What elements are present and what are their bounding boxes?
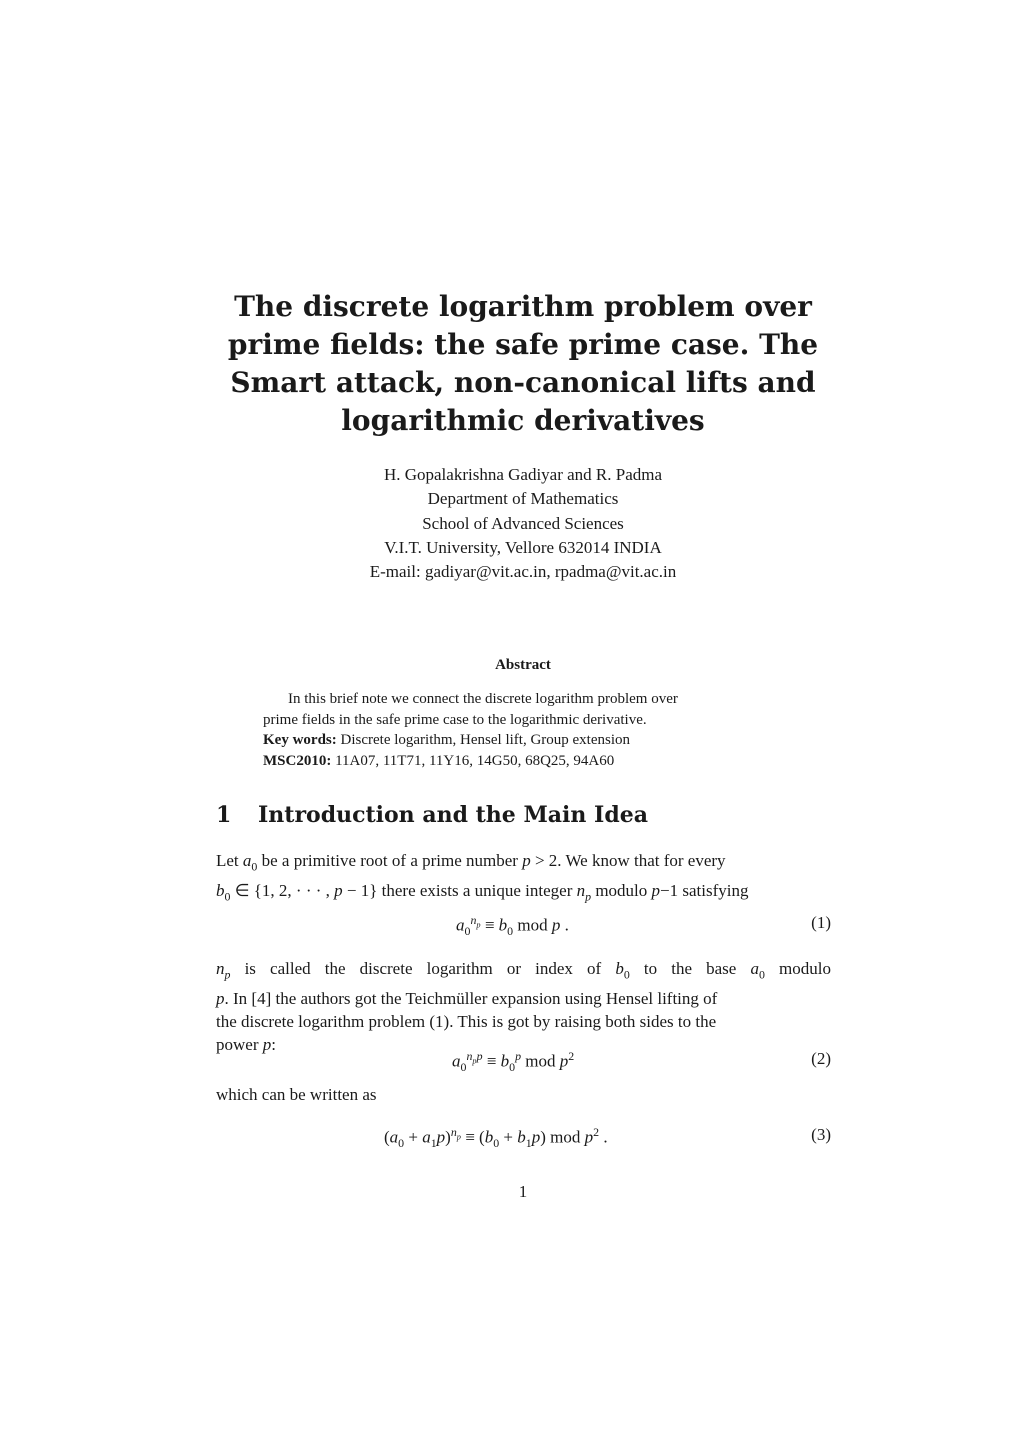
title-line: The discrete logarithm problem over bbox=[234, 290, 812, 323]
equation-1 bbox=[216, 913, 831, 939]
equation-expression: $(a_0 + a_1p)^{n_p} \equiv (b_0 + b_1p)$ mod $p^2$ . bbox=[384, 1125, 608, 1151]
title-line: prime fields: the safe prime case. The bbox=[227, 328, 819, 361]
abstract-line: prime fields in the safe prime case to the logarithmic derivative. bbox=[263, 711, 647, 728]
keywords: Discrete logarithm, Hensel lift, Group extension bbox=[340, 732, 631, 748]
paragraph-line: which can be written as bbox=[216, 1085, 377, 1104]
msc-label: MSC2010: bbox=[263, 752, 332, 769]
school: School of Advanced Sciences bbox=[422, 513, 624, 533]
abstract-body bbox=[263, 689, 791, 771]
department: Department of Mathematics bbox=[427, 489, 619, 509]
section-title: Introduction and the Main Idea bbox=[258, 802, 648, 828]
msc-codes: 11A07, 11T71, 11Y16, 14G50, 68Q25, 94A60 bbox=[335, 752, 615, 769]
keywords-line bbox=[263, 730, 791, 751]
author-block bbox=[200, 463, 846, 584]
paper-title bbox=[200, 288, 846, 440]
section-heading bbox=[216, 802, 836, 828]
university: V.I.T. University, Vellore 632014 INDIA bbox=[384, 537, 662, 557]
paragraph-3 bbox=[216, 1083, 831, 1106]
equation-expression: $a_0^{n_p} \equiv b_0$ mod p . bbox=[456, 913, 569, 939]
equation-expression: $a_0^{n_pp} \equiv b_0^p$ mod $p^2$ bbox=[452, 1049, 575, 1075]
equation-3 bbox=[216, 1125, 831, 1151]
page-number: 1 bbox=[518, 1182, 528, 1201]
section-number: 1 bbox=[216, 802, 232, 828]
equation-number: (3) bbox=[811, 1125, 831, 1144]
paragraph-2 bbox=[216, 957, 831, 1056]
msc-line bbox=[263, 751, 791, 772]
paragraph-1 bbox=[216, 849, 831, 908]
title-line: logarithmic derivatives bbox=[341, 404, 705, 437]
equation-2 bbox=[216, 1049, 831, 1075]
author-names: H. Gopalakrishna Gadiyar and R. Padma bbox=[383, 465, 663, 484]
paragraph-line: power p: bbox=[216, 1035, 276, 1054]
email: E-mail: gadiyar@vit.ac.in, rpadma@vit.ac.in bbox=[369, 562, 677, 582]
paragraph-line: the discrete logarithm problem (1). This is got by raising both sides to the bbox=[216, 1011, 717, 1031]
abstract-heading: Abstract bbox=[495, 657, 551, 673]
keywords-label: Key words: bbox=[263, 732, 337, 748]
equation-number: (1) bbox=[811, 913, 831, 932]
paragraph-line: $b_0$ ∈ {1, 2, · · · , p − 1} there exists a unique integer $n_p$ modulo p−1 satisfying bbox=[216, 880, 749, 903]
equation-number: (2) bbox=[811, 1049, 831, 1068]
abstract-line: In this brief note we connect the discrete logarithm problem over bbox=[288, 691, 678, 707]
paragraph-line: $n_p$ is called the discrete logarithm or index of $b_0$ to the base $a_0$ modulo bbox=[216, 959, 831, 982]
title-line: Smart attack, non-canonical lifts and bbox=[230, 366, 816, 399]
paragraph-line: Let $a_0$ be a primitive root of a prime number p > 2. We know that for every bbox=[216, 851, 726, 874]
paragraph-line: p. In [4] the authors got the Teichmüller expansion using Hensel lifting of bbox=[216, 988, 718, 1008]
